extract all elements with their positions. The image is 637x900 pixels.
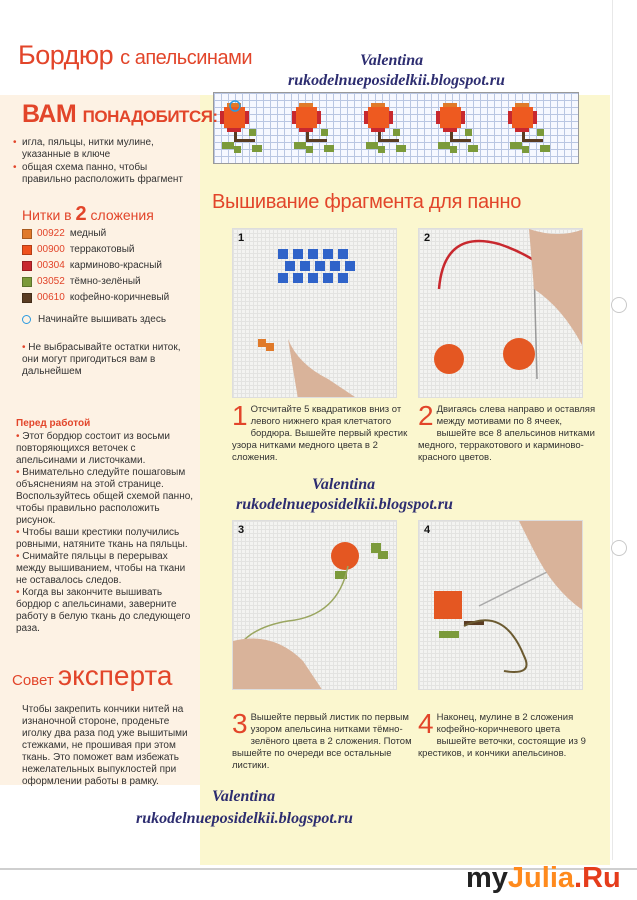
thread-name: кофейно-коричневый [69, 292, 170, 303]
threads-heading-num: 2 [75, 203, 87, 225]
needs-item: • общая схема панно, чтобы правильно расположить фрагмент [22, 162, 197, 186]
thread-swatch [22, 261, 32, 271]
before-work-item: • Внимательно следуйте пошаговым объяснениям на этой странице. Воспользуйтесь общей схемой панно, чтобы правильно расположить рисунок. [16, 467, 196, 527]
watermark-blog: rukodelnueposidelkii.blogspot.ru [288, 72, 505, 89]
watermark-blog: rukodelnueposidelkii.blogspot.ru [136, 810, 353, 827]
before-work-block [16, 418, 196, 635]
photo-number: 3 [238, 524, 245, 536]
threads-heading-post: сложения [90, 207, 154, 223]
step-2 [418, 400, 598, 464]
keep-threads-note: • Не выбрасывайте остатки ниток, они могут пригодиться вам в дальнейшем [22, 342, 181, 377]
pattern-motifs [214, 93, 579, 164]
logo-part-my: my [466, 862, 508, 894]
expert-advice-text: Чтобы закрепить кончики нитей на изнаночной стороне, проденьте иголку два раза под уже вышитыми стежками, не прошивая при этом ткань. Это поможет вам избежать нежелательных выпуклостей при оформлении работы в рамку. [22, 704, 188, 787]
threads-key [22, 226, 169, 327]
expert-advice-small: Совет [12, 672, 54, 689]
thread-name: тёмно-зелёный [69, 276, 141, 287]
step-text: Наконец, мулине в 2 сложения кофейно-коричневого цвета вышейте веточки, состоящие из 9 крестиков, и кончики апельсинов. [418, 712, 586, 759]
thread-code: 00900 [37, 244, 65, 255]
before-work-item: • Чтобы ваши крестики получились ровными, натяните ткань на пяльцы. [16, 527, 196, 551]
step-photo-2 [418, 228, 583, 398]
thread-row [22, 290, 169, 305]
watermark-name: Valentina [312, 476, 376, 493]
photo-number: 4 [424, 524, 431, 536]
needs-item: • игла, пяльцы, нитки мулине, указанные в ключе [22, 137, 197, 161]
step-number: 1 [232, 400, 248, 431]
thread-swatch [22, 245, 32, 255]
step-text: Отсчитайте 5 квадратиков вниз от левого нижнего края клетчатого бордюра. Вышейте первый крестик узора нитками медного цвета в 2 сложения. [232, 404, 408, 463]
step-number: 3 [232, 708, 248, 739]
threads-heading-pre: Нитки в [22, 207, 72, 223]
thread-row [22, 258, 169, 273]
photo-number: 2 [424, 232, 431, 244]
before-work-item: • Этот бордюр состоит из восьми повторяющихся веточек с апельсинами и листочками. [16, 431, 196, 467]
thread-row [22, 226, 169, 241]
thread-swatch [22, 229, 32, 239]
step-photo-1 [232, 228, 397, 398]
section-title: Вышивание фрагмента для панно [212, 191, 522, 213]
step-text: Вышейте первый листик по первым узором апельсина нитками тёмно-зелёного цвета в 2 сложения. Потом вышейте по очереди все остальные листики. [232, 712, 412, 771]
thread-row [22, 274, 169, 289]
thread-code: 00610 [37, 292, 65, 303]
step-photo-3 [232, 520, 397, 690]
thread-name: карминово-красный [69, 260, 162, 271]
start-here-row [22, 311, 169, 327]
needs-heading-big: ВАМ [22, 100, 77, 128]
thread-row [22, 242, 169, 257]
needs-list [22, 137, 197, 186]
expert-advice-big: эксперта [57, 660, 173, 691]
start-circle-icon [22, 315, 31, 324]
watermark-blog: rukodelnueposidelkii.blogspot.ru [236, 496, 453, 513]
border-pattern-chart [213, 92, 579, 164]
expert-advice-heading [12, 660, 173, 692]
before-work-item: • Снимайте пяльцы в перерывах между вышиванием, чтобы на ткани не оставалось следов. [16, 551, 196, 587]
thread-name: медный [69, 228, 107, 239]
logo-part-ru: .Ru [574, 862, 621, 894]
threads-heading [22, 203, 154, 226]
thread-code: 03052 [37, 276, 65, 287]
photo-number: 1 [238, 232, 245, 244]
page-title [18, 40, 252, 71]
watermark-name: Valentina [360, 52, 424, 69]
start-here-label: Начинайте вышивать здесь [38, 313, 167, 325]
step-number: 4 [418, 708, 434, 739]
keep-note-text: Не выбрасывайте остатки ниток, они могут пригодиться вам в дальнейшем [22, 342, 181, 377]
site-logo [466, 862, 621, 895]
photo-4-illustration [419, 521, 583, 690]
step-4 [418, 708, 598, 760]
title-sub: с апельсинами [120, 47, 252, 69]
thread-code: 00922 [37, 228, 65, 239]
needs-heading [22, 100, 218, 129]
step-1 [232, 400, 412, 464]
photo-2-illustration [419, 229, 583, 398]
step-photo-4 [418, 520, 583, 690]
thread-swatch [22, 293, 32, 303]
step-text: Двигаясь слева направо и оставляя между мотивами по 8 ячеек, вышейте все 8 апельсинов нитками медного, терракотового и карминово-красного цветов. [418, 404, 596, 463]
title-main: Бордюр [18, 40, 114, 70]
photo-3-illustration [233, 521, 397, 690]
thread-code: 00304 [37, 260, 65, 271]
page-edge [612, 0, 613, 860]
thread-name: терракотовый [69, 244, 135, 255]
photo-1-illustration [233, 229, 397, 398]
before-work-item: • Когда вы закончите вышивать бордюр с апельсинами, заверните работу в белую ткань до следующего раза. [16, 587, 196, 635]
step-3 [232, 708, 412, 772]
thread-swatch [22, 277, 32, 287]
binder-hole-bottom [611, 540, 627, 556]
before-work-title: Перед работой [16, 418, 91, 429]
logo-part-julia: Julia [507, 862, 575, 894]
step-number: 2 [418, 400, 434, 431]
binder-hole-top [611, 297, 627, 313]
watermark-name: Valentina [212, 788, 276, 805]
needs-heading-small: ПОНАДОБИТСЯ: [82, 107, 218, 126]
